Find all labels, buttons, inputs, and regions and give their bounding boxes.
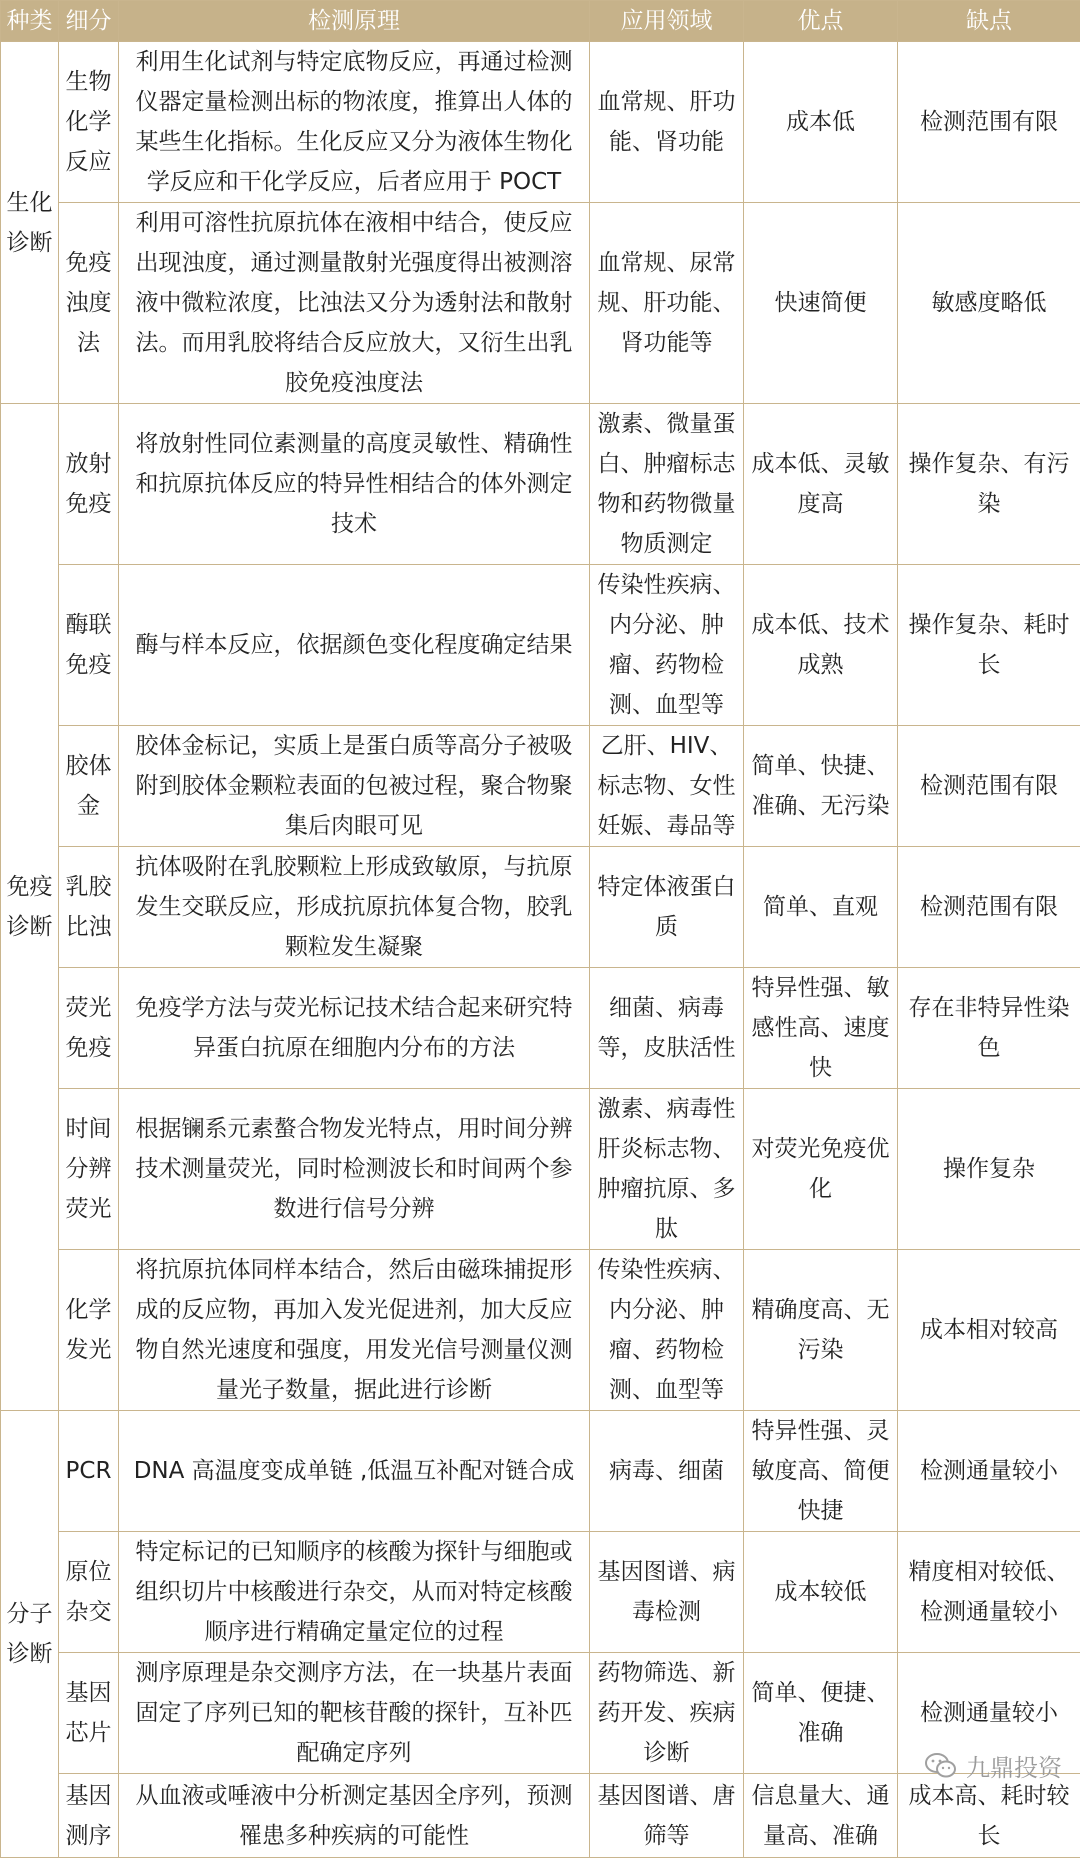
application-cell: 传染性疾病、内分泌、肿瘤、药物检测、血型等	[590, 1250, 744, 1411]
disadvantages-cell: 操作复杂、耗时长	[898, 565, 1080, 726]
category-cell: 分子诊断	[1, 1411, 59, 1858]
advantages-cell: 成本较低	[744, 1532, 898, 1653]
advantages-cell: 信息量大、通量高、准确	[744, 1774, 898, 1858]
principle-cell: 抗体吸附在乳胶颗粒上形成致敏原，与抗原发生交联反应，形成抗原抗体复合物，胶乳颗粒发生凝聚	[119, 847, 590, 968]
advantages-cell: 精确度高、无污染	[744, 1250, 898, 1411]
category-cell: 免疫诊断	[1, 404, 59, 1411]
header-principle: 检测原理	[119, 1, 590, 42]
application-cell: 激素、病毒性肝炎标志物、肿瘤抗原、多肽	[590, 1089, 744, 1250]
principle-cell: DNA 高温度变成单链 ,低温互补配对链合成	[119, 1411, 590, 1532]
disadvantages-cell: 敏感度略低	[898, 203, 1080, 404]
advantages-cell: 特异性强、灵敏度高、简便快捷	[744, 1411, 898, 1532]
advantages-cell: 成本低	[744, 42, 898, 203]
header-advantages: 优点	[744, 1, 898, 42]
principle-cell: 胶体金标记，实质上是蛋白质等高分子被吸附到胶体金颗粒表面的包被过程，聚合物聚集后肉眼可见	[119, 726, 590, 847]
disadvantages-cell: 成本相对较高	[898, 1250, 1080, 1411]
application-cell: 基因图谱、唐筛等	[590, 1774, 744, 1858]
application-cell: 特定体液蛋白质	[590, 847, 744, 968]
disadvantages-cell: 检测范围有限	[898, 42, 1080, 203]
subcategory-cell: PCR	[59, 1411, 119, 1532]
application-cell: 血常规、肝功能、肾功能	[590, 42, 744, 203]
table-row	[1, 42, 1080, 203]
table-row	[1, 1774, 1080, 1858]
advantages-cell: 简单、便捷、准确	[744, 1653, 898, 1774]
principle-cell: 利用可溶性抗原抗体在液相中结合，使反应出现浊度，通过测量散射光强度得出被测溶液中微粒浓度，比浊法又分为透射法和散射法。而用乳胶将结合反应放大，又衍生出乳胶免疫浊度法	[119, 203, 590, 404]
advantages-cell: 成本低、技术成熟	[744, 565, 898, 726]
subcategory-cell: 胶体金	[59, 726, 119, 847]
table-row	[1, 565, 1080, 726]
advantages-cell: 简单、快捷、准确、无污染	[744, 726, 898, 847]
subcategory-cell: 乳胶比浊	[59, 847, 119, 968]
category-cell: 生化诊断	[1, 42, 59, 404]
table-row	[1, 1653, 1080, 1774]
subcategory-cell: 基因测序	[59, 1774, 119, 1858]
table-row	[1, 203, 1080, 404]
table-row	[1, 726, 1080, 847]
wechat-icon	[924, 1752, 958, 1780]
disadvantages-cell: 检测范围有限	[898, 726, 1080, 847]
application-cell: 传染性疾病、内分泌、肿瘤、药物检测、血型等	[590, 565, 744, 726]
subcategory-cell: 时间分辨荧光	[59, 1089, 119, 1250]
principle-cell: 将放射性同位素测量的高度灵敏性、精确性和抗原抗体反应的特异性相结合的体外测定技术	[119, 404, 590, 565]
principle-cell: 免疫学方法与荧光标记技术结合起来研究特异蛋白抗原在细胞内分布的方法	[119, 968, 590, 1089]
disadvantages-cell: 精度相对较低、检测通量较小	[898, 1532, 1080, 1653]
watermark-text: 九鼎投资	[966, 1748, 1062, 1783]
application-cell: 基因图谱、病毒检测	[590, 1532, 744, 1653]
principle-cell: 将抗原抗体同样本结合，然后由磁珠捕捉形成的反应物，再加入发光促进剂，加大反应物自然光速度和强度，用发光信号测量仪测量光子数量，据此进行诊断	[119, 1250, 590, 1411]
principle-cell: 测序原理是杂交测序方法，在一块基片表面固定了序列已知的靶核苷酸的探针，互补匹配确定序列	[119, 1653, 590, 1774]
disadvantages-cell: 操作复杂、有污染	[898, 404, 1080, 565]
disadvantages-cell: 检测范围有限	[898, 847, 1080, 968]
application-cell: 血常规、尿常规、肝功能、肾功能等	[590, 203, 744, 404]
watermark	[924, 1748, 1062, 1783]
principle-cell: 根据镧系元素螯合物发光特点，用时间分辨技术测量荧光，同时检测波长和时间两个参数进行信号分辨	[119, 1089, 590, 1250]
advantages-cell: 快速简便	[744, 203, 898, 404]
table-row	[1, 1089, 1080, 1250]
subcategory-cell: 酶联免疫	[59, 565, 119, 726]
disadvantages-cell: 检测通量较小	[898, 1411, 1080, 1532]
disadvantages-cell: 检测通量较小	[898, 1653, 1080, 1774]
advantages-cell: 成本低、灵敏度高	[744, 404, 898, 565]
subcategory-cell: 生物化学反应	[59, 42, 119, 203]
subcategory-cell: 荧光免疫	[59, 968, 119, 1089]
subcategory-cell: 免疫浊度法	[59, 203, 119, 404]
table-row	[1, 968, 1080, 1089]
application-cell: 乙肝、HIV、标志物、女性妊娠、毒品等	[590, 726, 744, 847]
subcategory-cell: 化学发光	[59, 1250, 119, 1411]
table-row	[1, 1250, 1080, 1411]
table-row	[1, 1532, 1080, 1653]
principle-cell: 利用生化试剂与特定底物反应，再通过检测仪器定量检测出标的物浓度，推算出人体的某些生化指标。生化反应又分为液体生物化学反应和干化学反应，后者应用于 POCT	[119, 42, 590, 203]
application-cell: 细菌、病毒等，皮肤活性	[590, 968, 744, 1089]
subcategory-cell: 原位杂交	[59, 1532, 119, 1653]
disadvantages-cell: 操作复杂	[898, 1089, 1080, 1250]
principle-cell: 从血液或唾液中分析测定基因全序列，预测罹患多种疾病的可能性	[119, 1774, 590, 1858]
application-cell: 病毒、细菌	[590, 1411, 744, 1532]
principle-cell: 酶与样本反应，依据颜色变化程度确定结果	[119, 565, 590, 726]
header-application: 应用领域	[590, 1, 744, 42]
disadvantages-cell: 存在非特异性染色	[898, 968, 1080, 1089]
advantages-cell: 对荧光免疫优化	[744, 1089, 898, 1250]
advantages-cell: 特异性强、敏感性高、速度快	[744, 968, 898, 1089]
header-subcategory: 细分	[59, 1, 119, 42]
application-cell: 激素、微量蛋白、肿瘤标志物和药物微量物质测定	[590, 404, 744, 565]
header-disadvantages: 缺点	[898, 1, 1080, 42]
table-row	[1, 404, 1080, 565]
disadvantages-cell: 成本高、耗时较长	[898, 1774, 1080, 1858]
advantages-cell: 简单、直观	[744, 847, 898, 968]
principle-cell: 特定标记的已知顺序的核酸为探针与细胞或组织切片中核酸进行杂交，从而对特定核酸顺序进行精确定量定位的过程	[119, 1532, 590, 1653]
application-cell: 药物筛选、新药开发、疾病诊断	[590, 1653, 744, 1774]
header-category: 种类	[1, 1, 59, 42]
subcategory-cell: 放射免疫	[59, 404, 119, 565]
subcategory-cell: 基因芯片	[59, 1653, 119, 1774]
table-row	[1, 1411, 1080, 1532]
table-row	[1, 847, 1080, 968]
header-row	[1, 1, 1080, 42]
